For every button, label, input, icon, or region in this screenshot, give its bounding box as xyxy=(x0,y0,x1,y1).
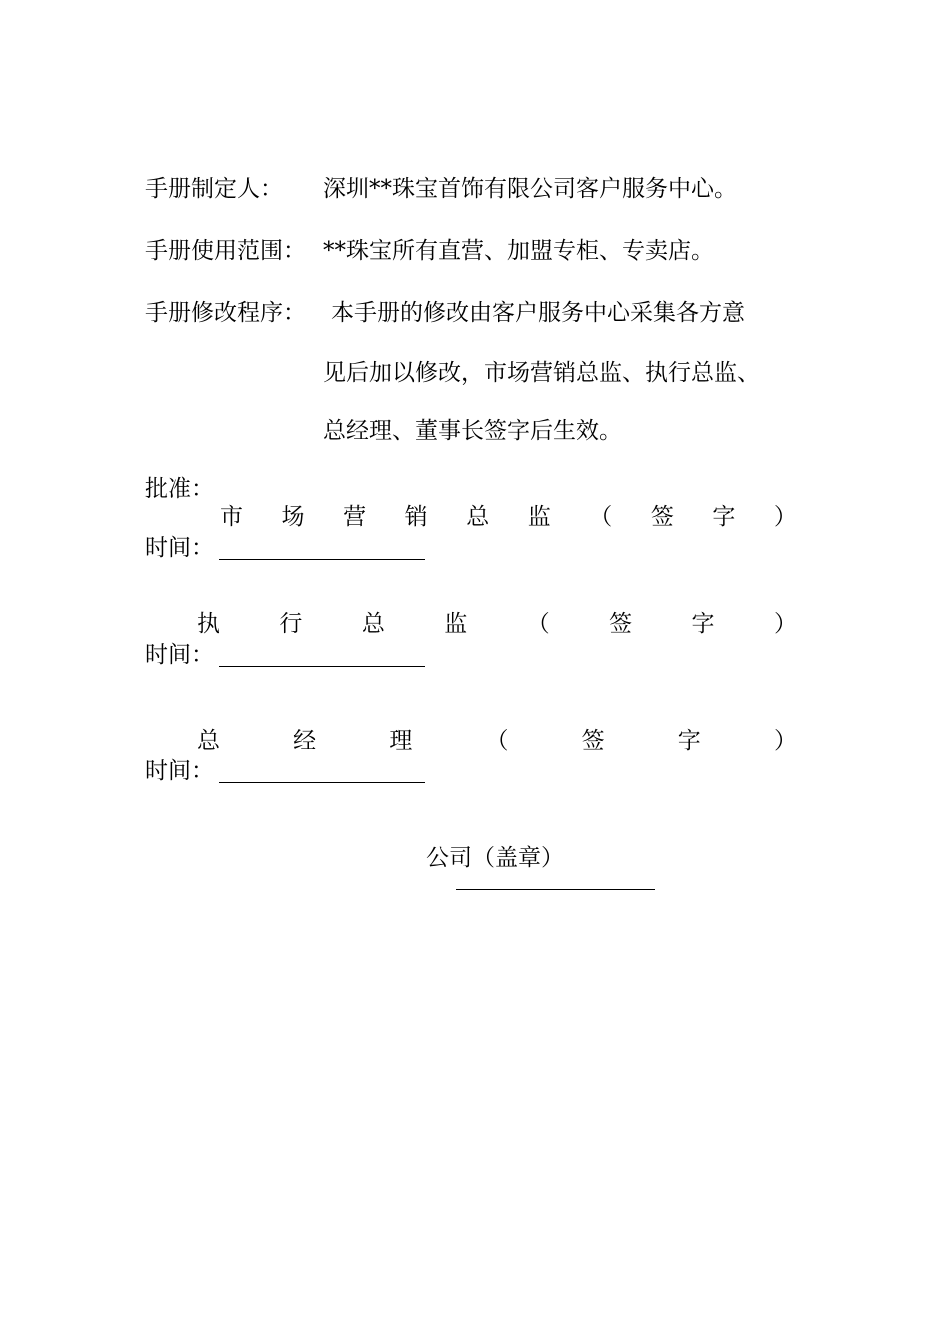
signer-char: 字 xyxy=(691,611,715,637)
time-label-general-manager: 时间： xyxy=(145,758,214,784)
signer-char: 监 xyxy=(527,504,551,530)
signer-row-marketing-director xyxy=(145,506,797,529)
signer-char: 签 xyxy=(650,504,674,530)
signer-char: 总 xyxy=(361,611,385,637)
time-label-marketing-director: 时间： xyxy=(145,535,214,561)
signer-char: 监 xyxy=(444,611,468,637)
signer-char: ） xyxy=(773,728,797,754)
scope-label: 手册使用范围： xyxy=(145,238,306,264)
revision-text-line-2: 见后加以修改，市场营销总监、执行总监、 xyxy=(323,360,760,386)
signer-char: （ xyxy=(589,504,613,530)
signer-char: 行 xyxy=(279,611,303,637)
signer-char: 字 xyxy=(677,728,701,754)
signer-char: 营 xyxy=(343,504,367,530)
time-blank-marketing-director xyxy=(219,559,425,560)
signer-row-general-manager xyxy=(145,730,797,753)
revision-label: 手册修改程序： xyxy=(145,300,306,326)
signer-char: 签 xyxy=(581,728,605,754)
scope-value: **珠宝所有直营、加盟专柜、专卖店。 xyxy=(323,238,714,264)
signer-char: 总 xyxy=(466,504,490,530)
signer-char: 销 xyxy=(404,504,428,530)
signer-char: 场 xyxy=(281,504,305,530)
signer-char: 字 xyxy=(712,504,736,530)
author-value: 深圳**珠宝首饰有限公司客户服务中心。 xyxy=(323,176,737,202)
signer-char: 理 xyxy=(389,728,413,754)
revision-text-line-1: 本手册的修改由客户服务中心采集各方意 xyxy=(331,300,745,326)
time-blank-general-manager xyxy=(219,782,425,783)
signer-char: 总 xyxy=(197,728,220,754)
company-stamp-blank xyxy=(456,889,655,890)
signer-char: （ xyxy=(485,728,509,754)
signer-char: ） xyxy=(773,611,797,637)
revision-text-line-3: 总经理、董事长签字后生效。 xyxy=(323,418,622,444)
signer-char: 执 xyxy=(197,611,220,637)
signer-char: ） xyxy=(773,504,797,530)
time-label-executive-director: 时间： xyxy=(145,642,214,668)
signer-char: （ xyxy=(526,611,550,637)
time-blank-executive-director xyxy=(219,666,425,667)
signer-char: 市 xyxy=(220,504,243,530)
company-stamp-label: 公司（盖章） xyxy=(426,845,564,871)
signer-row-executive-director xyxy=(145,613,797,636)
author-label: 手册制定人： xyxy=(145,176,283,202)
signer-char: 签 xyxy=(609,611,633,637)
approval-label: 批准： xyxy=(145,476,214,502)
signer-char: 经 xyxy=(293,728,317,754)
